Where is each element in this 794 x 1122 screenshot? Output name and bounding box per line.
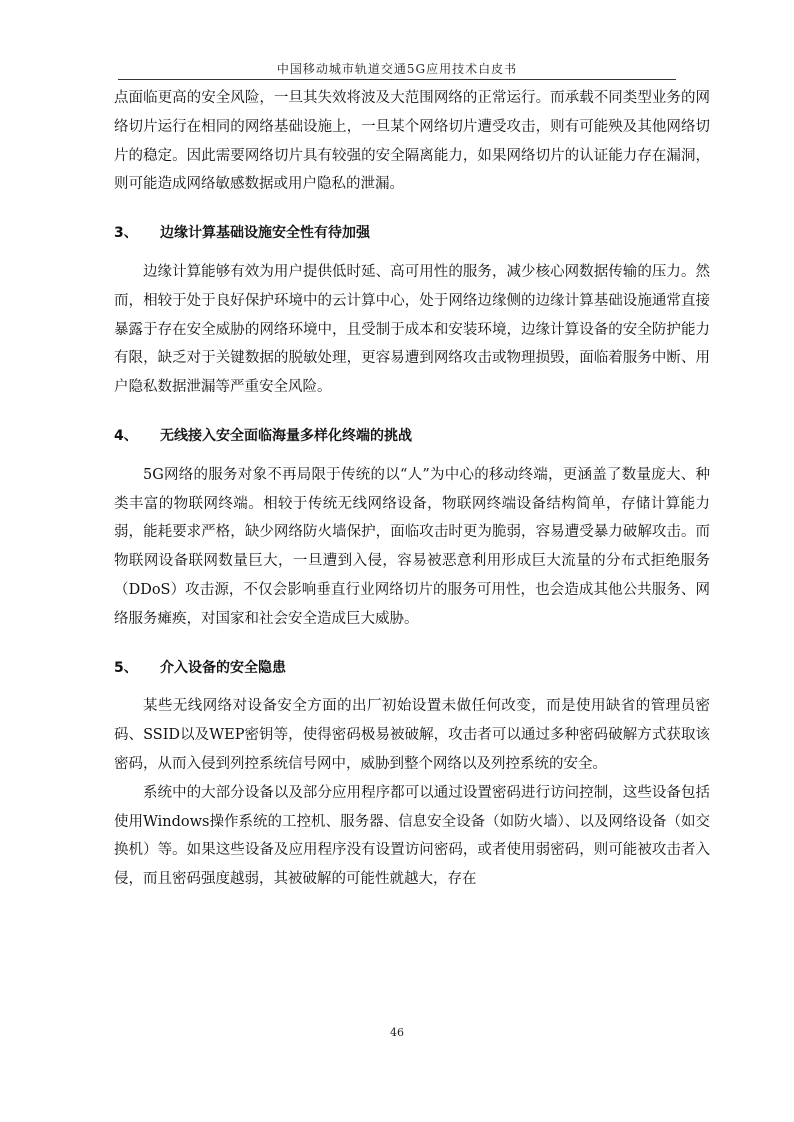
paragraph-network-slicing: 点面临更高的安全风险，一旦其失效将波及大范围网络的正常运行。而承载不同类型业务的网络切片运行在相同的网络基础设施上，一旦某个网络切片遭受攻击，则有可能殃及其他网络切片的稳定。因此需要网络切片具有较强的安全隔离能力，如果网络切片的认证能力存在漏洞，则可能造成网络敏感数据或用户隐私的泄漏。 xyxy=(114,90,710,193)
section-title: 边缘计算基础设施安全性有待加强 xyxy=(160,225,370,242)
header-rule xyxy=(118,79,676,80)
paragraph-edge-computing: 边缘计算能够有效为用户提供低时延、高可用性的服务，减少核心网数据传输的压力。然而，相较于处于良好保护环境中的云计算中心，处于网络边缘侧的边缘计算基础设施通常直接暴露于存在安全威胁的网络环境中，且受制于成本和安装环境，边缘计算设备的安全防护能力有限，缺乏对于关键数据的脱敏处理，更容易遭到网络攻击或物理损毁，面临着服务中断、用户隐私数据泄漏等严重安全风险。 xyxy=(114,263,710,396)
section-title: 无线接入安全面临海量多样化终端的挑战 xyxy=(160,427,412,444)
section-heading-4 xyxy=(114,422,710,451)
section-number: 5、 xyxy=(114,659,138,676)
page-number: 46 xyxy=(390,1026,404,1039)
document-body xyxy=(114,84,710,894)
paragraph-access-control: 系统中的大部分设备以及部分应用程序都可以通过设置密码进行访问控制，这些设备包括使用Windows操作系统的工控机、服务器、信息安全设备（如防火墙）、以及网络设备（如交换机）等。如果这些设备及应用程序没有设置访问密码，或者使用弱密码，则可能被攻击者入侵，而且密码强度越弱，其被破解的可能性就越大，存在 xyxy=(114,784,710,888)
section-number: 3、 xyxy=(114,225,138,242)
section-heading-3 xyxy=(114,219,710,248)
paragraph-default-passwords: 某些无线网络对设备安全方面的出厂初始设置未做任何改变，而是使用缺省的管理员密码、SSID以及WEP密钥等，使得密码极易被破解，攻击者可以通过多种密码破解方式获取该密码，从而入侵到列控系统信号网中，威胁到整个网络以及列控系统的安全。 xyxy=(114,698,710,772)
section-heading-5 xyxy=(114,654,710,683)
paragraph-iot-terminals: 5G网络的服务对象不再局限于传统的以“人”为中心的移动终端，更涵盖了数量庞大、种类丰富的物联网终端。相较于传统无线网络设备，物联网终端设备结构简单，存储计算能力弱，能耗要求严格，缺少网络防火墙保护，面临攻击时更为脆弱，容易遭受暴力破解攻击。而物联网设备联网数量巨大，一旦遭到入侵，容易被恶意利用形成巨大流量的分布式拒绝服务（DDoS）攻击源，不仅会影响垂直行业网络切片的服务可用性，也会造成其他公共服务、网络服务瘫痪，对国家和社会安全造成巨大威胁。 xyxy=(114,466,710,627)
page-header: 中国移动城市轨道交通5G应用技术白皮书 xyxy=(276,62,518,76)
section-number: 4、 xyxy=(114,427,138,444)
section-title: 介入设备的安全隐患 xyxy=(160,659,286,676)
